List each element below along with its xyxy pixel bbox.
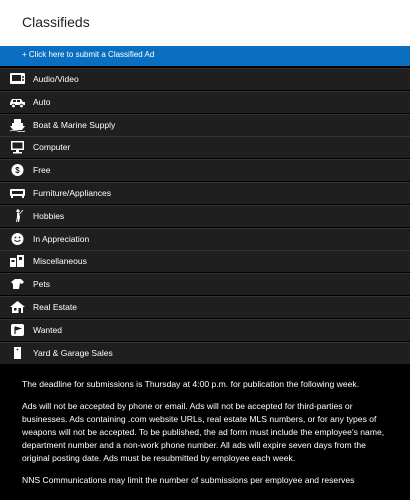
category-label: Auto [33,96,51,107]
house-icon [9,300,26,314]
category-list [0,68,410,364]
boat-icon [9,118,26,132]
category-label: Real Estate [33,301,77,312]
category-item-computer[interactable] [0,136,410,158]
submit-ad-bar[interactable] [0,46,410,66]
category-item-wanted[interactable] [0,319,410,341]
audio-video-icon [9,72,26,86]
category-label: Wanted [33,324,62,335]
category-item-furniture[interactable] [0,182,410,204]
category-item-hobbies[interactable] [0,205,410,227]
category-label: Audio/Video [33,74,79,84]
submit-ad-link[interactable]: + Click here to submit a Classified Ad [22,50,155,59]
tag-icon [9,346,26,360]
page-header [0,0,410,46]
hobbies-icon [9,209,26,223]
category-label: Miscellaneous [33,256,87,267]
category-label: Yard & Garage Sales [33,347,113,358]
category-label: Hobbies [33,210,65,221]
pet-icon [9,277,26,291]
free-icon [9,163,26,177]
category-label: Computer [33,142,71,153]
category-item-auto[interactable] [0,91,410,113]
smiley-icon [9,232,26,246]
category-item-yard-garage-sales[interactable] [0,342,410,364]
category-label: Boat & Marine Supply [33,119,116,130]
category-item-boat[interactable] [0,114,410,136]
limits-text: NNS Communications may limit the number of submissions per employee and reserves [22,475,355,485]
category-item-free[interactable] [0,159,410,181]
category-label: Pets [33,279,51,290]
category-label: In Appreciation [33,233,90,244]
category-item-in-appreciation[interactable] [0,228,410,250]
rules-text: Ads will not be accepted by phone or email. Ads will not be accepted for third-parties or businesses. Ads containing .com website URLs, real estate MLS numbers, or for any types of weapons will not be accepted. To be published, the ad form must include the employee's name, department number and a non-work phone number. All ads will expire seven days from the original posting date. Ads must be resubmitted by employee each week. [22,401,385,463]
category-item-real-estate[interactable] [0,296,410,318]
category-label: Furniture/Appliances [33,187,111,198]
page-title: Classifieds [22,14,90,30]
category-item-pets[interactable] [0,273,410,295]
computer-icon [9,140,26,154]
furniture-icon [9,186,26,200]
miscellaneous-icon [9,254,26,268]
category-label: Free [33,165,51,176]
category-item-audio-video[interactable] [0,68,410,90]
category-item-miscellaneous[interactable] [0,250,410,272]
car-icon [9,95,26,109]
wanted-icon [9,323,26,337]
deadline-text: The deadline for submissions is Thursday at 4:00 p.m. for publication the following week. [22,379,360,389]
submission-rules [22,378,388,496]
svg-text:$: $ [15,166,20,176]
